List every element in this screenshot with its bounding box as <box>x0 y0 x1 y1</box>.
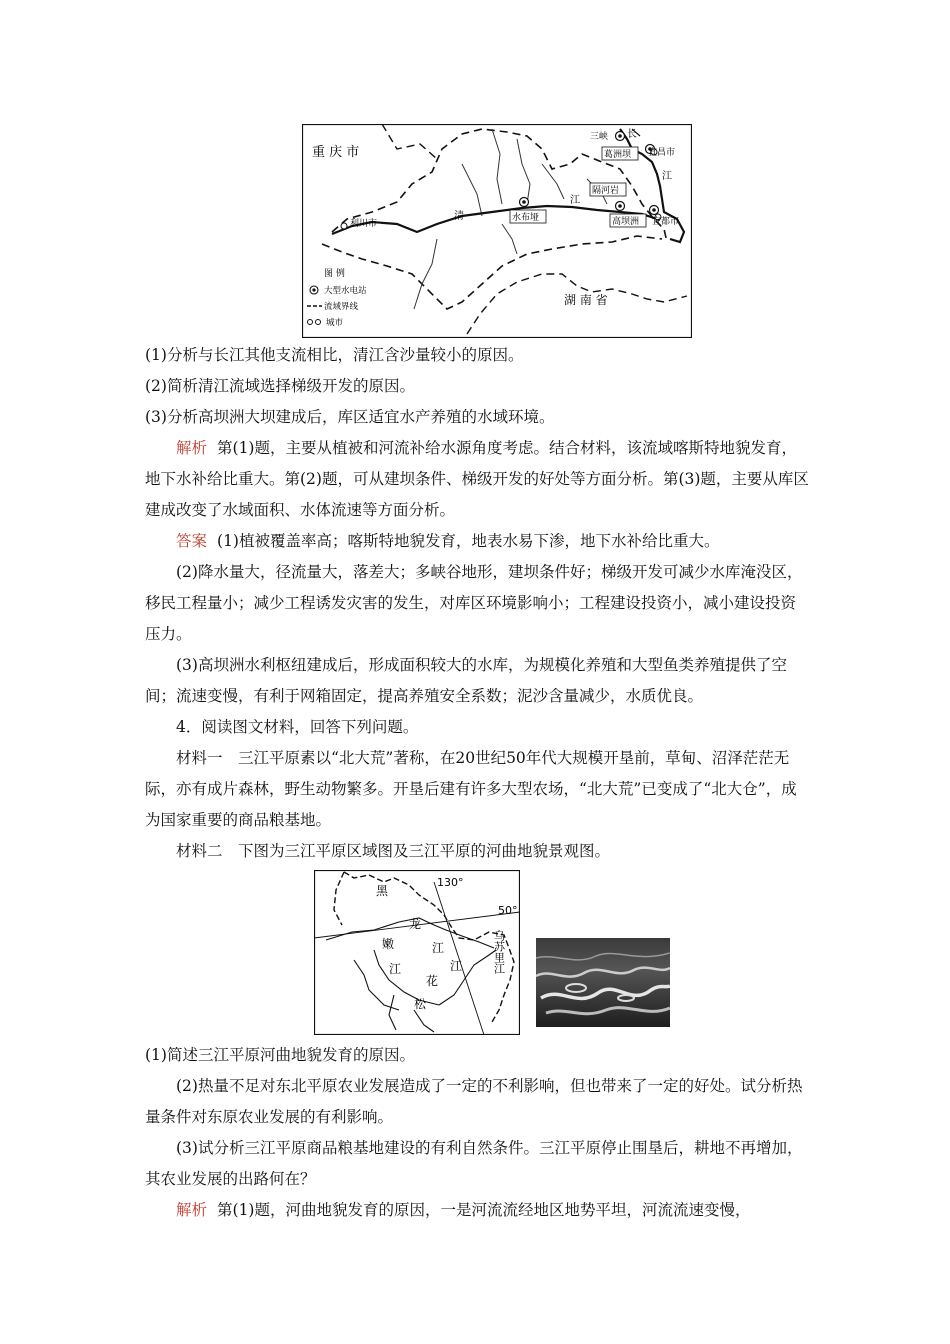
question-b-2: (2)热量不足对东北平原农业发展造成了一定的不利影响，但也带来了一定的好处。试分析热量条件对东原农业发展的有利影响。 <box>145 1077 803 1126</box>
label-jiang2: 江 <box>389 962 402 976</box>
answer-a-3: (3)高坝洲水利枢纽建成后，形成面积较大的水库，为规模化养殖和大型鱼类养殖提供了空间；流速变慢，有利于网箱固定，提高养殖安全系数；泥沙含量减少，水质优良。 <box>145 656 787 705</box>
dam-gehe <box>616 202 625 211</box>
label-jiang-upper: 江 <box>662 171 672 182</box>
dam-shuibuya <box>520 198 529 207</box>
legend-title: 图 例 <box>324 269 345 279</box>
label-song: 松 <box>414 997 427 1011</box>
material-1: 材料一 三江平原素以“北大荒”著称，在20世纪50年代大规模开垦前，草甸、沼泽茫茫无际，亦有成片森林，野生动物繁多。开垦后建有许多大型农场，“北大荒”已变成了“北大仓”，成为国家重要的商品粮基地。 <box>145 749 797 829</box>
analysis-b-text: 第(1)题，河曲地貌发育的原因，一是河流流经地区地势平坦，河流流速变慢， <box>217 1201 751 1219</box>
label-lichuan: 利川市 <box>350 219 378 229</box>
label-lon130: 130° <box>437 876 464 889</box>
label-hei: 黑 <box>376 884 389 898</box>
answer-a-1 <box>145 526 810 557</box>
legend-boundary: 流域界线 <box>324 302 359 312</box>
qingjiang-basin-map <box>302 124 692 338</box>
label-jiang1: 江 <box>432 941 445 955</box>
meander-landscape-photo <box>536 938 670 1027</box>
label-lat50: 50° <box>498 904 518 917</box>
analysis-label: 解析 <box>176 439 208 457</box>
answer-label: 答案 <box>176 532 208 550</box>
label-gezhouba: 葛洲坝 <box>604 150 632 160</box>
legend-station: 大型水电站 <box>324 286 367 296</box>
question-4-intro: 4．阅读图文材料，回答下列问题。 <box>176 718 419 736</box>
answer-a-1-text: (1)植被覆盖率高；喀斯特地貌发育，地表水易下渗，地下水补给比重大。 <box>217 532 720 550</box>
question-b-3: (3)试分析三江平原商品粮基地建设的有利自然条件。三江平原停止围垦后，耕地不再增加，其农业发展的出路何在？ <box>145 1139 803 1188</box>
legend-city: 城市 <box>326 318 344 328</box>
label-long: 龙 <box>409 917 422 931</box>
question-a-1: (1)分析与长江其他支流相比，清江含沙量较小的原因。 <box>145 346 524 364</box>
label-nen: 嫩 <box>382 937 395 951</box>
question-b-1: (1)简述三江平原河曲地貌发育的原因。 <box>145 1046 415 1064</box>
label-chongqing: 重 庆 市 <box>312 145 360 160</box>
label-yidu: 宜都市 <box>652 217 680 227</box>
analysis-b-label: 解析 <box>176 1201 208 1219</box>
dam-sanxia <box>616 132 625 141</box>
label-chang: 长 <box>627 129 637 140</box>
label-shuibuya: 水布垭 <box>512 213 540 223</box>
analysis-b <box>145 1195 810 1226</box>
question-a-2: (2)简析清江流域选择梯级开发的原因。 <box>145 377 415 395</box>
label-qing: 清 <box>454 211 464 222</box>
label-gaobazhou: 高坝洲 <box>612 217 640 227</box>
sanjiang-plain-map <box>314 870 520 1035</box>
label-hunan: 湖 南 省 <box>564 293 608 307</box>
label-sanxia: 三峡 <box>590 132 609 142</box>
label-yichang: 宜昌市 <box>648 148 676 158</box>
material-2: 材料二 下图为三江平原区域图及三江平原的河曲地貌景观图。 <box>176 842 611 860</box>
dam-gaobazhou <box>650 206 659 215</box>
analysis-a-text: 第(1)题，主要从植被和河流补给水源角度考虑。结合材料，该流域喀斯特地貌发育，地下水补给比重大。第(2)题，可从建坝条件、梯级开发的好处等方面分析。第(3)题，主要从库区建成改变了水域面积、水体流速等方面分析。 <box>145 439 809 519</box>
analysis-a <box>145 433 810 526</box>
label-jiang3: 江 <box>450 959 463 973</box>
label-jiang-mid: 江 <box>570 195 580 206</box>
question-a-3: (3)分析高坝洲大坝建成后，库区适宜水产养殖的水域环境。 <box>145 408 555 426</box>
label-wusuli: 乌苏里江 <box>492 930 506 974</box>
city-lichuan <box>341 223 347 229</box>
label-hua: 花 <box>426 974 439 988</box>
answer-a-2: (2)降水量大，径流量大，落差大；多峡谷地形，建坝条件好；梯级开发可减少水库淹没区，移民工程量小；减少工程诱发灾害的发生，对库区环境影响小；工程建设投资小，减小建设投资压力。 <box>145 563 803 643</box>
label-gehe: 隔河岩 <box>592 186 620 196</box>
